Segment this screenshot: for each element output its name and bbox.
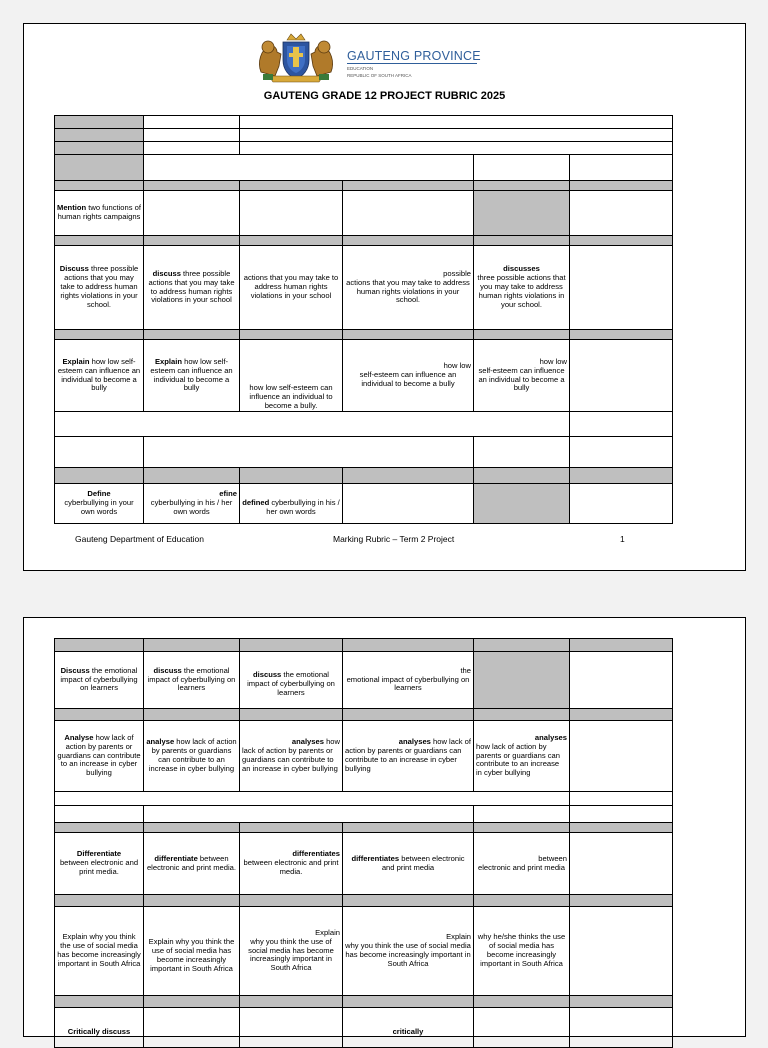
level-cell: differentiates between electronic and print media. bbox=[240, 833, 343, 895]
level-cell: actions that you may take to address human rights violations in your school bbox=[240, 246, 343, 330]
rubric-page-2 bbox=[23, 617, 746, 1037]
province-name: GAUTENG PROVINCE bbox=[347, 49, 481, 63]
separator-row bbox=[55, 181, 673, 191]
table-row bbox=[55, 340, 673, 412]
info-row bbox=[55, 129, 673, 142]
separator-row bbox=[55, 639, 673, 652]
header-row bbox=[55, 155, 673, 181]
level-cell: discuss three possible actions that you may take to address human rights violations in your school bbox=[144, 246, 240, 330]
rubric-table-page-2 bbox=[54, 638, 673, 1048]
criterion-cell: Analyse how lack of action by parents or guardians can contribute to an increase in cyber bullying bbox=[55, 721, 144, 792]
table-row bbox=[55, 1008, 673, 1048]
subtotal-row bbox=[55, 412, 673, 437]
separator-row bbox=[55, 996, 673, 1008]
separator-row bbox=[55, 709, 673, 721]
table-row bbox=[55, 191, 673, 236]
province-divider bbox=[347, 63, 477, 64]
level-cell: possible actions that you may take to address human rights violations in your school. bbox=[343, 246, 474, 330]
info-row bbox=[55, 116, 673, 129]
table-row bbox=[55, 833, 673, 895]
level-cell: Explain why you think the use of social media has become increasingly important in South Africa bbox=[240, 907, 343, 996]
level-cell: differentiate between electronic and print media. bbox=[144, 833, 240, 895]
criterion-cell: Discuss three possible actions that you may take to address human rights violations in your school. bbox=[55, 246, 144, 330]
level-cell: analyses how lack of action by parents or guardians can contribute to an increase in cyber bullying bbox=[343, 721, 474, 792]
footer-page-number: 1 bbox=[620, 534, 625, 544]
criterion-cell: Define cyberbullying in your own words bbox=[55, 484, 144, 524]
level-cell: the emotional impact of cyberbullying on learners bbox=[343, 652, 474, 709]
table-row bbox=[55, 484, 673, 524]
level-cell: critically bbox=[343, 1008, 474, 1048]
level-cell: how low self-esteem can influence an individual to become a bully bbox=[474, 340, 570, 412]
level-cell: differentiates between electronic and print media bbox=[343, 833, 474, 895]
table-row bbox=[55, 907, 673, 996]
level-cell: analyses how lack of action by parents or guardians can contribute to an increase in cyber bullying bbox=[474, 721, 570, 792]
level-cell: discuss the emotional impact of cyberbullying on learners bbox=[240, 652, 343, 709]
level-cell: efine cyberbullying in his / her own words bbox=[144, 484, 240, 524]
province-dept: EDUCATION bbox=[347, 66, 374, 71]
table-row bbox=[55, 652, 673, 709]
separator-row bbox=[55, 823, 673, 833]
table-row bbox=[55, 246, 673, 330]
footer-title: Marking Rubric – Term 2 Project bbox=[333, 534, 455, 544]
criterion-cell: Differentiate between electronic and print media. bbox=[55, 833, 144, 895]
level-cell: discuss the emotional impact of cyberbullying on learners bbox=[144, 652, 240, 709]
level-cell: analyses how lack of action by parents or guardians can contribute to an increase in cyber bullying bbox=[240, 721, 343, 792]
province-country: REPUBLIC OF SOUTH AFRICA bbox=[347, 73, 412, 78]
criterion-cell: Discuss the emotional impact of cyberbullying on learners bbox=[55, 652, 144, 709]
level-cell: why he/she thinks the use of social media has become increasingly important in South Africa bbox=[474, 907, 570, 996]
criterion-cell: Mention two functions of human rights campaigns bbox=[55, 191, 144, 236]
criterion-cell: Critically discuss bbox=[55, 1008, 144, 1048]
table-row bbox=[55, 721, 673, 792]
subtotal-row bbox=[55, 792, 673, 806]
level-cell: how low self-esteem can influence an individual to become a bully. bbox=[240, 340, 343, 412]
footer-department: Gauteng Department of Education bbox=[75, 534, 204, 544]
level-cell: between electronic and print media bbox=[474, 833, 570, 895]
rubric-table-page-1 bbox=[54, 115, 673, 524]
criterion-cell: Explain how low self-esteem can influence an individual to become a bully bbox=[55, 340, 144, 412]
blank-row bbox=[55, 806, 673, 823]
separator-row bbox=[55, 236, 673, 246]
page-title: GAUTENG GRADE 12 PROJECT RUBRIC 2025 bbox=[263, 90, 506, 102]
info-row bbox=[55, 142, 673, 155]
criterion-cell: Explain why you think the use of social media has become increasingly important in South Africa bbox=[55, 907, 144, 996]
rubric-page-1 bbox=[23, 23, 746, 571]
coat-of-arms-icon bbox=[253, 32, 339, 84]
separator-row bbox=[55, 330, 673, 340]
separator-row bbox=[55, 895, 673, 907]
blank-row bbox=[55, 437, 673, 468]
level-cell: Explain why you think the use of social media has become increasingly important in South Africa bbox=[144, 907, 240, 996]
gauteng-logo bbox=[253, 32, 513, 84]
level-cell: Explain how low self-esteem can influence an individual to become a bully bbox=[144, 340, 240, 412]
level-cell: discusses three possible actions that you may take to address human rights violations in your school. bbox=[474, 246, 570, 330]
level-cell: defined cyberbullying in his / her own words bbox=[240, 484, 343, 524]
level-cell: Explain why you think the use of social media has become increasingly important in South Africa bbox=[343, 907, 474, 996]
level-cell: analyse how lack of action by parents or guardians can contribute to an increase in cyber bullying bbox=[144, 721, 240, 792]
separator-row bbox=[55, 468, 673, 484]
level-cell: how low self-esteem can influence an individual to become a bully bbox=[343, 340, 474, 412]
